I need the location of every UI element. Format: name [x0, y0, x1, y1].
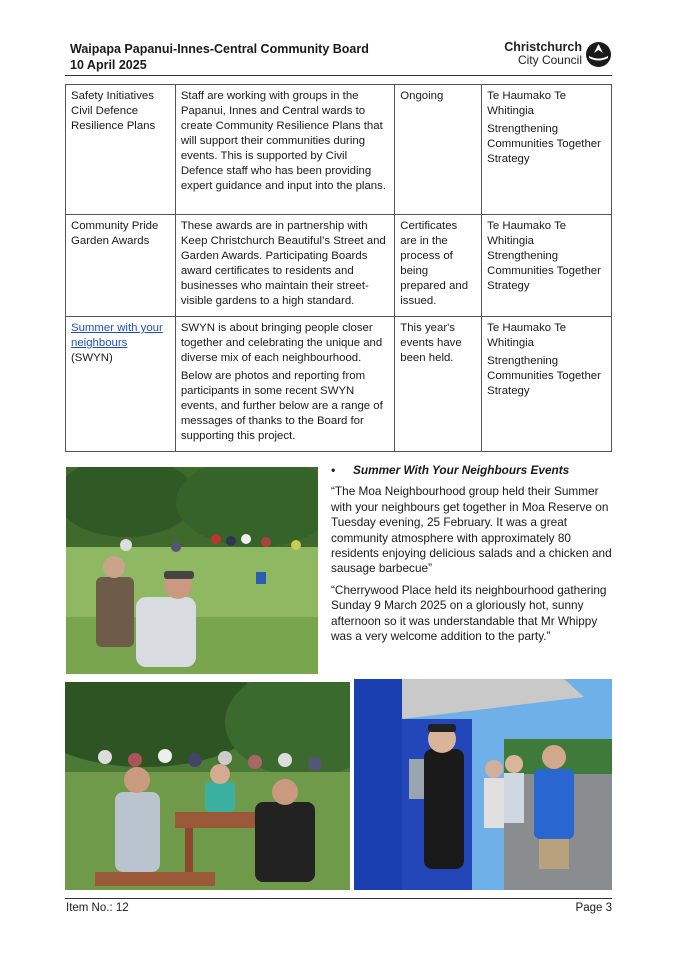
table-row	[66, 215, 612, 317]
item-cell: Community Pride Garden Awards	[66, 215, 176, 317]
strategy-cell: Te Haumako Te Whitingia Strengthening Communities Together Strategy	[482, 317, 612, 452]
table-row	[66, 317, 612, 452]
events-section: • Summer With Your Neighbours Events “The Moa Neighbourhood group held their Summer with your neighbours get together in Moa Reserve on Tuesday evening, 25 February. It was a great community atmosphere with approximately 80 residents enjoying delicious salads and a chicken and sausage barbecue” “Cherrywood Place held its neighbourhood gathering Sunday 9 March 2025 on a gloriously hot, sunny afternoon so it was understandable that Mr Whippy was a very welcome addition to the party.”	[331, 463, 612, 644]
page-number: Page 3	[575, 902, 612, 914]
status-cell: Ongoing	[395, 85, 482, 215]
strategy-cell: Te Haumako Te Whitingia Strengthening Communities Together Strategy	[482, 215, 612, 317]
page-header	[70, 41, 612, 75]
status-cell: Certificates are in the process of being prepared and issued.	[395, 215, 482, 317]
logo-line1: Christchurch	[504, 40, 582, 54]
mr-whippy-photo	[354, 679, 612, 890]
description-cell: These awards are in partnership with Keep Christchurch Beautiful’s Street and Garden Awards. Participating Boards award certificates to residents and businesses who maintain their street-visible gardens to a high standard.	[175, 215, 394, 317]
events-heading: Summer With Your Neighbours Events	[353, 463, 570, 477]
description-cell: SWYN is about bringing people closer together and celebrating the unique and diverse mix of each neighbourhood. Below are photos and reporting from participants in some recent SWYN events, and further below are a range of messages of thanks to the Board for supporting this project.	[175, 317, 394, 452]
board-name: Waipapa Papanui-Innes-Central Community Board	[70, 42, 369, 56]
picnic-gathering-photo	[65, 682, 350, 890]
footer-divider	[65, 898, 612, 899]
status-cell: This year's events have been held.	[395, 317, 482, 452]
cherrywood-paragraph: “Cherrywood Place held its neighbourhood gathering Sunday 9 March 2025 on a gloriously hot, sunny afternoon so it was understandable that Mr Whippy was a very welcome addition to the party.”	[331, 582, 607, 644]
header-divider	[65, 75, 612, 76]
table-row	[66, 85, 612, 215]
swyn-link[interactable]: Summer with your neighbours	[71, 322, 163, 349]
report-table	[65, 84, 612, 452]
logo-line2: City Council	[517, 53, 582, 67]
council-emblem-icon	[585, 41, 612, 68]
moa-paragraph: “The Moa Neighbourhood group held their Summer with your neighbours get together in Moa Reserve on Tuesday evening, 25 February. It was a great community atmosphere with approximately 80 residents enjoying delicious salads and a chicken and sausage barbecue”	[331, 484, 612, 576]
item-cell: Safety Initiatives Civil Defence Resilience Plans	[66, 85, 176, 215]
moa-reserve-photo	[66, 467, 318, 674]
council-logo	[492, 41, 612, 71]
description-cell: Staff are working with groups in the Papanui, Innes and Central wards to create Community Resilience Plans that will support their communities during events. This is supported by Civil Defence staff who has been providing expert guidance and input into the plans.	[175, 85, 394, 215]
item-number: Item No.: 12	[66, 902, 129, 914]
strategy-cell: Te Haumako Te Whitingia Strengthening Communities Together Strategy	[482, 85, 612, 215]
meeting-date: 10 April 2025	[70, 58, 147, 72]
item-cell: Summer with your neighbours (SWYN)	[66, 317, 176, 452]
